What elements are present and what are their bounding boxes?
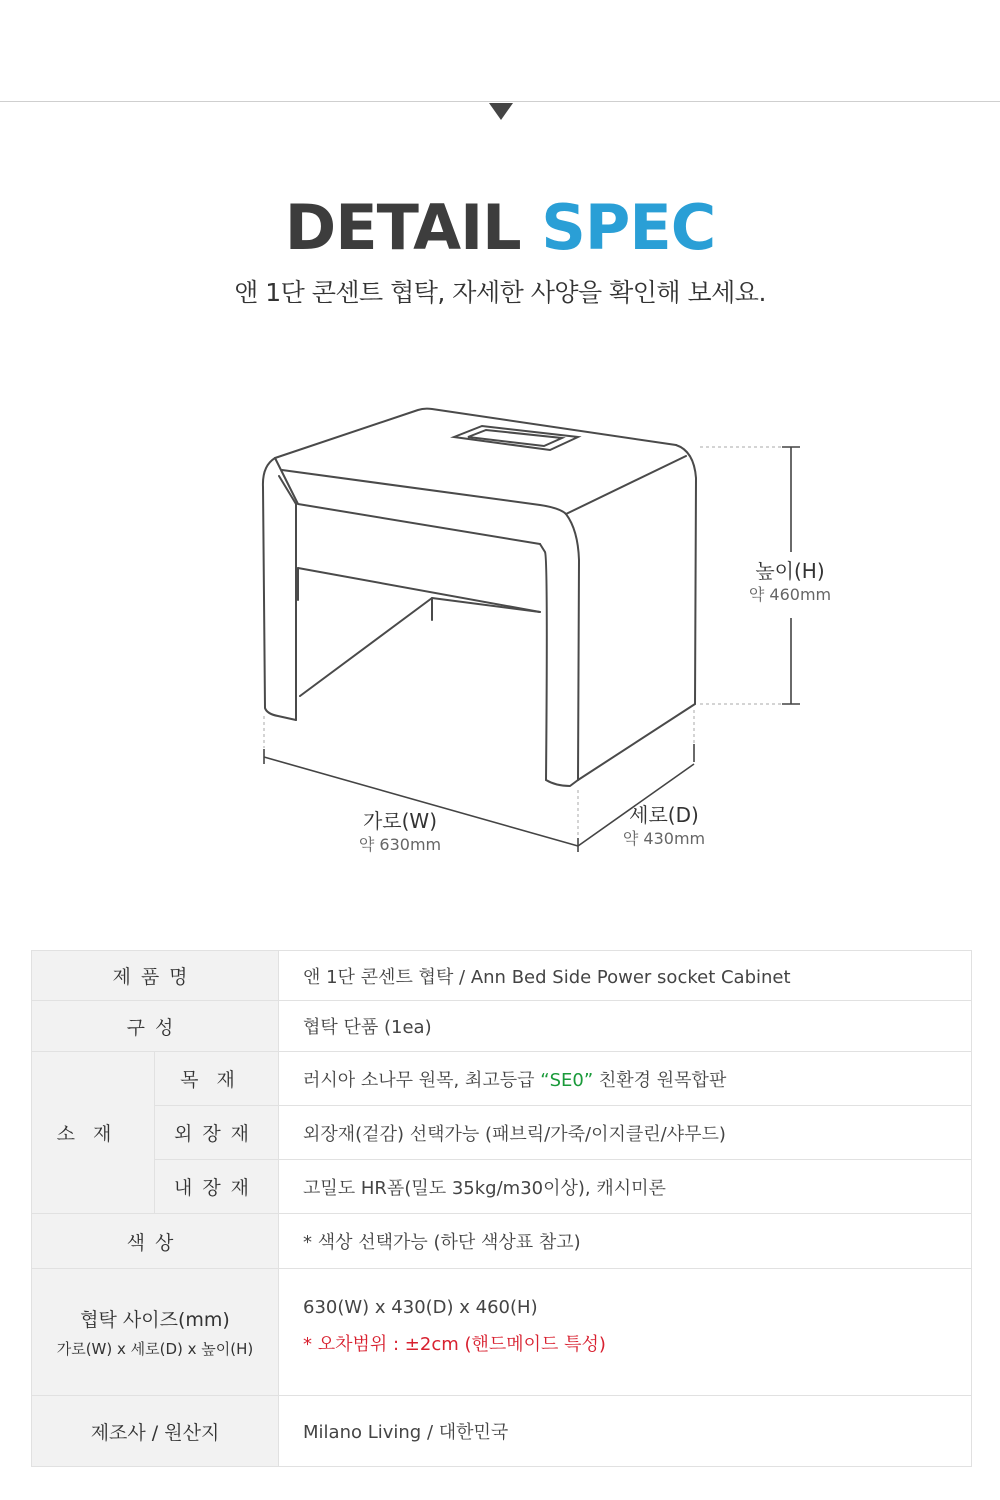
- size-label: 협탁 사이즈(mm): [80, 1309, 230, 1331]
- table-row: [32, 1269, 972, 1396]
- product-dimension-drawing: [0, 380, 1000, 900]
- height-label: 높이(H): [755, 559, 825, 583]
- page-title: [0, 188, 1000, 268]
- table-row: [32, 1106, 972, 1160]
- table-row: [32, 1001, 972, 1052]
- size-value-cell: [279, 1269, 972, 1396]
- depth-label: 세로(D): [629, 803, 699, 827]
- wood-value-pre: 러시아 소나무 원목, 최고등급: [303, 1069, 541, 1091]
- width-dimension-label: [340, 808, 460, 856]
- wood-label: 목재: [155, 1052, 279, 1106]
- page-subtitle: 앤 1단 콘센트 협탁, 자세한 사양을 확인해 보세요.: [234, 278, 766, 307]
- color-label: 색상: [32, 1214, 279, 1269]
- size-note: * 오차범위 : ±2cm (핸드메이드 특성): [303, 1333, 606, 1355]
- table-row: [32, 1396, 972, 1467]
- material-label: 소재: [32, 1052, 155, 1214]
- size-value: 630(W) x 430(D) x 460(H): [303, 1296, 538, 1318]
- maker-value: Milano Living / 대한민국: [279, 1396, 972, 1467]
- interior-label: 내장재: [155, 1160, 279, 1214]
- height-dimension-label: [730, 558, 850, 606]
- table-row: [32, 951, 972, 1001]
- interior-value: 고밀도 HR폼(밀도 35kg/m30이상), 캐시미론: [279, 1160, 972, 1214]
- exterior-label: 외장재: [155, 1106, 279, 1160]
- height-value: 약 460mm: [748, 585, 832, 604]
- title-word-detail: DETAIL: [284, 191, 521, 264]
- table-row: [32, 1160, 972, 1214]
- cabinet-line-drawing: [0, 380, 1000, 900]
- down-arrow-icon: [489, 103, 513, 120]
- product-name-value: 앤 1단 콘센트 협탁 / Ann Bed Side Power socket Cabinet: [279, 951, 972, 1001]
- color-value: * 색상 선택가능 (하단 색상표 참고): [279, 1214, 972, 1269]
- title-word-spec: SPEC: [541, 191, 716, 264]
- wood-grade: “SE0”: [540, 1069, 594, 1091]
- spec-table: [31, 950, 972, 1467]
- size-label-cell: [32, 1269, 279, 1396]
- top-divider: [0, 101, 1000, 102]
- composition-value: 협탁 단품 (1ea): [279, 1001, 972, 1052]
- depth-value: 약 430mm: [622, 829, 706, 848]
- product-name-label: 제품명: [32, 951, 279, 1001]
- width-label: 가로(W): [362, 809, 438, 833]
- depth-dimension-label: [604, 802, 724, 850]
- table-row: [32, 1052, 972, 1106]
- exterior-value: 외장재(겉감) 선택가능 (패브릭/가죽/이지클린/샤무드): [279, 1106, 972, 1160]
- table-row: [32, 1214, 972, 1269]
- composition-label: 구성: [32, 1001, 279, 1052]
- wood-value: [279, 1052, 972, 1106]
- maker-label: 제조사 / 원산지: [32, 1396, 279, 1467]
- size-label-sub: 가로(W) x 세로(D) x 높이(H): [56, 1340, 254, 1358]
- width-value: 약 630mm: [358, 835, 442, 854]
- wood-value-post: 친환경 원목합판: [593, 1069, 727, 1091]
